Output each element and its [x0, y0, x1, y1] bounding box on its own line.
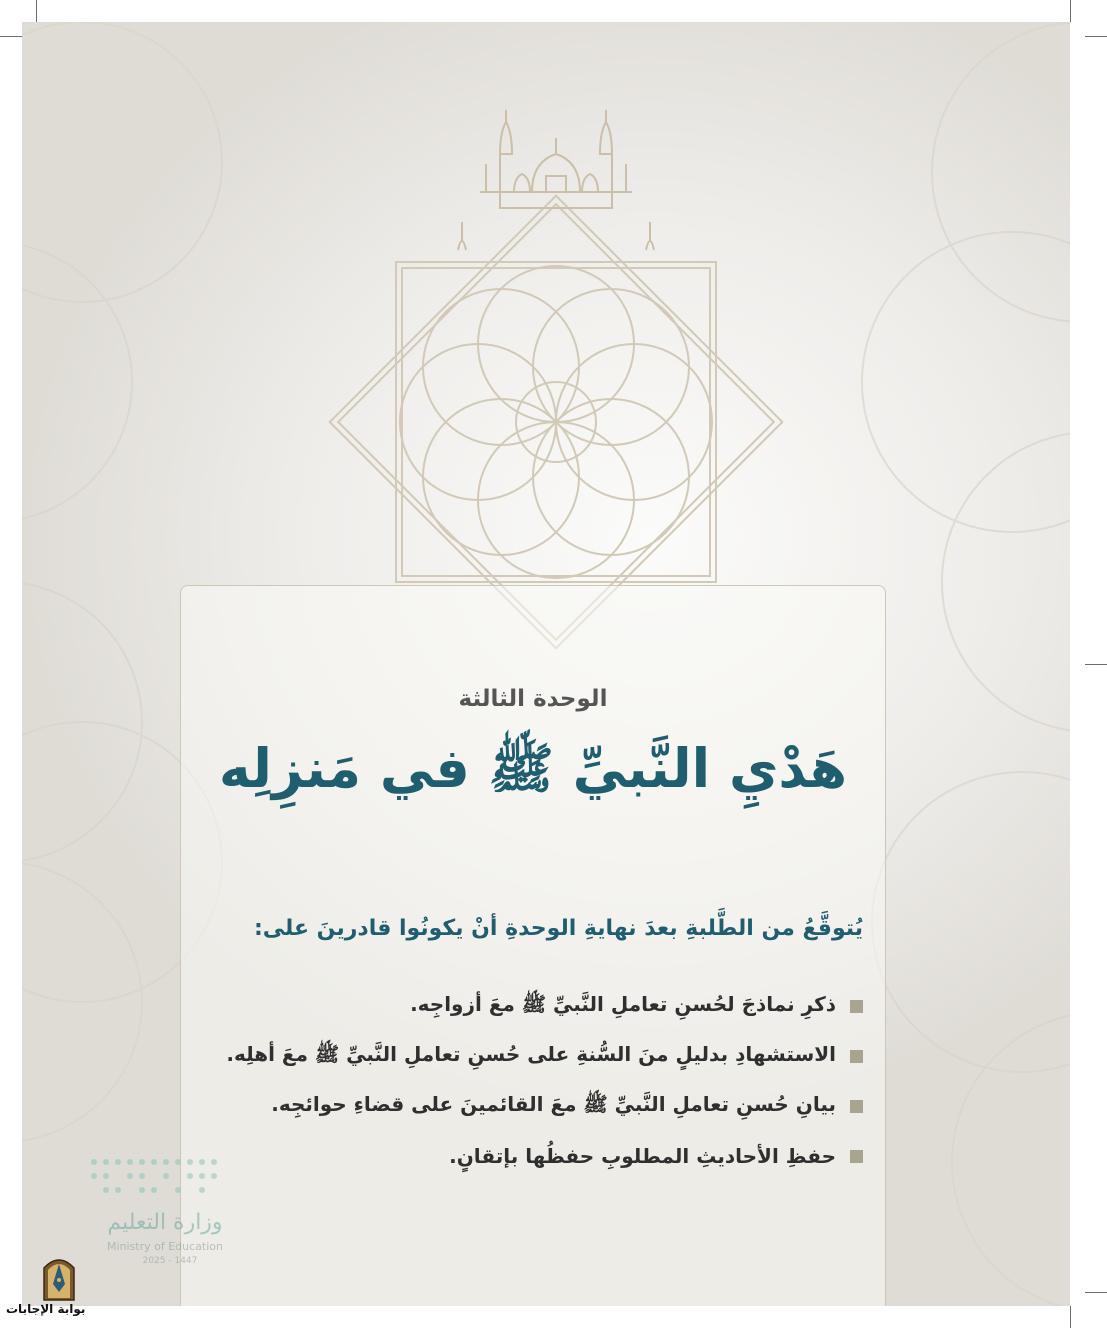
- pen-nib-shield-icon: [42, 1254, 76, 1302]
- mosque-star-ornament-icon: [300, 92, 812, 652]
- objective-text: حفظِ الأحاديثِ المطلوبِ حفظُها بإتقانٍ.: [449, 1144, 836, 1168]
- crop-mark-top-left-h: [0, 36, 22, 37]
- portal-label: بوابة الإجابات: [6, 1302, 86, 1316]
- square-bullet-icon: [850, 1000, 863, 1013]
- unit-title: هَدْيِ النَّبيِّ ﷺ في مَنزِلِه: [218, 737, 848, 800]
- square-bullet-icon: [850, 1050, 863, 1063]
- page-sheet: [22, 22, 1070, 1306]
- unit-objectives-panel: [180, 585, 886, 1306]
- objective-text: ذكرِ نماذجَ لحُسنِ تعاملِ النَّبيِّ ﷺ معَ أزواجِه.: [410, 991, 836, 1016]
- ministry-year: 2025 - 1447: [142, 1256, 198, 1266]
- square-bullet-icon: [850, 1150, 863, 1163]
- ministry-name-arabic: وزارة التعليم: [107, 1210, 223, 1235]
- crop-mark-bottom-right-v: [1070, 1306, 1071, 1328]
- ministry-dots-icon: [84, 1152, 224, 1202]
- unit-number-label: الوحدة الثالثة: [458, 686, 608, 712]
- crop-mark-top-right-h: [1085, 36, 1107, 37]
- objective-text: الاستشهادِ بدليلٍ منَ السُّنةِ على حُسنِ تعاملِ النَّبيِّ ﷺ معَ أهلِه.: [226, 1041, 836, 1066]
- objectives-intro: يُتوقَّعُ من الطَّلبةِ بعدَ نهايةِ الوحدةِ أنْ يكونُوا قادرينَ على:: [253, 916, 863, 941]
- crop-mark-right-mid: [1085, 664, 1107, 665]
- ministry-name-english: Ministry of Education: [106, 1240, 223, 1253]
- objective-item: [213, 1131, 863, 1181]
- objective-item: [213, 1081, 863, 1131]
- ministry-watermark-logo: [60, 1152, 240, 1292]
- objective-text: بيانِ حُسنِ تعاملِ النَّبيِّ ﷺ معَ القائمينَ على قضاءِ حوائجِه.: [271, 1091, 836, 1116]
- objectives-list: [213, 981, 863, 1181]
- crop-mark-top-left-v: [36, 0, 37, 22]
- objective-item: [213, 1031, 863, 1081]
- crop-mark-bottom-right-h: [1085, 1292, 1107, 1293]
- square-bullet-icon: [850, 1100, 863, 1113]
- objective-item: [213, 981, 863, 1031]
- crop-mark-top-right-v: [1070, 0, 1071, 22]
